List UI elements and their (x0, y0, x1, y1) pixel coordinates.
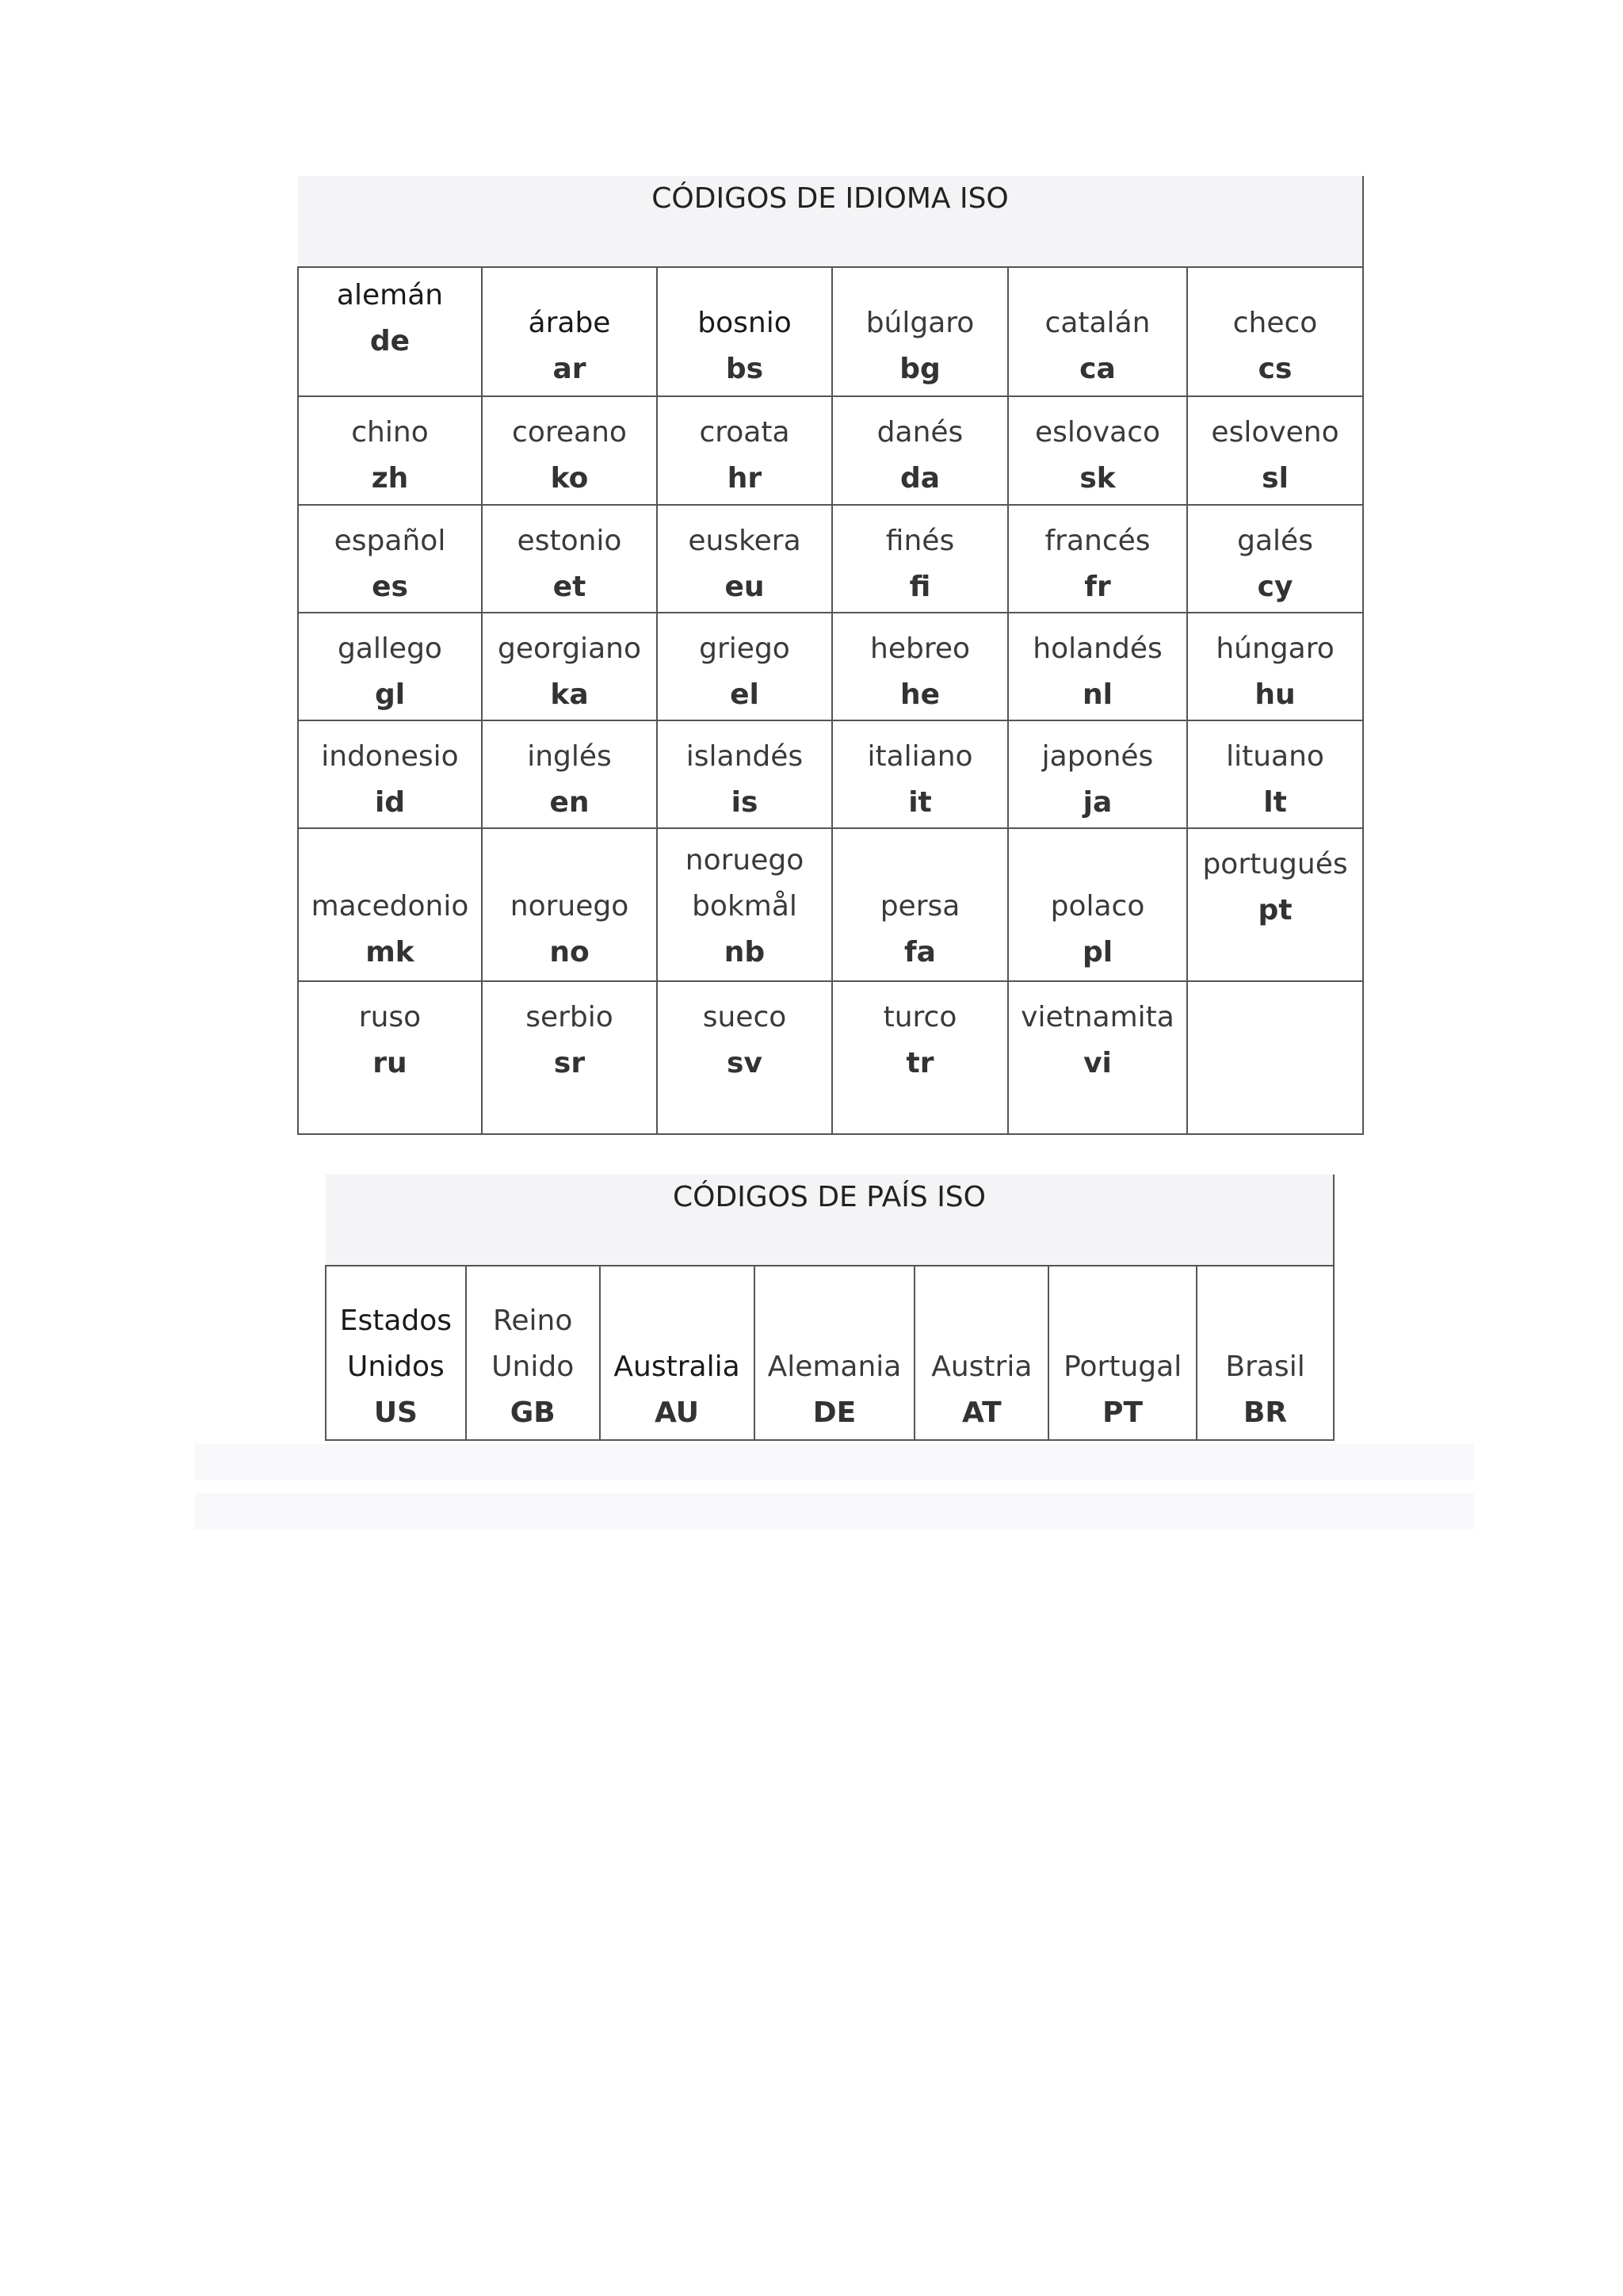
language-code: es (372, 571, 408, 603)
language-name: galés (1237, 525, 1313, 557)
table-cell (1008, 396, 1187, 505)
language-name: ruso (358, 1001, 422, 1033)
country-table-title: CÓDIGOS DE PAÍS ISO (326, 1175, 1334, 1266)
language-code: el (730, 678, 759, 711)
language-name: gallego (338, 632, 442, 665)
language-code: he (899, 678, 941, 711)
table-cell (600, 1266, 754, 1440)
language-code: nb (724, 936, 766, 968)
language-code: sr (553, 1047, 586, 1079)
language-name: italiano (867, 740, 973, 773)
table-cell (298, 267, 482, 396)
table-cell (1008, 613, 1187, 720)
empty-cell (1187, 981, 1363, 1134)
table-cell (1187, 720, 1363, 828)
language-name: español (334, 525, 446, 557)
table-cell (1187, 267, 1363, 396)
table-cell (482, 828, 657, 981)
country-name: Reino Unido (491, 1305, 575, 1383)
table-cell (1008, 720, 1187, 828)
table-cell (1187, 396, 1363, 505)
table-cell (657, 267, 832, 396)
table-cell (298, 505, 482, 613)
country-code: US (373, 1396, 418, 1429)
country-name: Australia (613, 1350, 740, 1383)
language-code: gl (374, 678, 406, 711)
language-name: japonés (1041, 740, 1154, 773)
language-name: macedonio (311, 890, 469, 923)
table-cell (832, 981, 1008, 1134)
language-code: bs (725, 353, 764, 385)
language-table-title: CÓDIGOS DE IDIOMA ISO (298, 176, 1363, 267)
language-name: noruego (510, 890, 629, 923)
table-cell (832, 267, 1008, 396)
language-name: árabe (528, 307, 611, 339)
table-cell (1008, 828, 1187, 981)
language-code: vi (1083, 1047, 1112, 1079)
language-name: húngaro (1216, 632, 1335, 665)
table-cell (657, 613, 832, 720)
table-cell (1187, 505, 1363, 613)
country-name: Austria (931, 1350, 1033, 1383)
table-cell (832, 613, 1008, 720)
language-code: it (908, 786, 932, 819)
language-name: persa (880, 890, 960, 923)
table-cell (1008, 267, 1187, 396)
language-code: hu (1254, 678, 1296, 711)
language-code: eu (724, 571, 765, 603)
language-name: bosnio (697, 307, 792, 339)
country-code: AT (962, 1396, 1002, 1429)
country-code: DE (812, 1396, 857, 1429)
table-cell (466, 1266, 600, 1440)
language-name: vietnamita (1021, 1001, 1174, 1033)
language-name: chino (351, 416, 429, 449)
table-cell (482, 396, 657, 505)
language-code: en (549, 786, 590, 819)
language-name: búlgaro (865, 307, 975, 339)
table-cell (482, 720, 657, 828)
language-name: francés (1044, 525, 1151, 557)
language-code: ko (550, 462, 589, 495)
country-code: GB (510, 1396, 556, 1429)
language-code: fi (909, 571, 931, 603)
language-name: alemán (336, 279, 444, 311)
language-code: ja (1083, 786, 1113, 819)
language-name: hebreo (870, 632, 970, 665)
table-cell (832, 396, 1008, 505)
language-name: sueco (702, 1001, 787, 1033)
language-name: estonio (517, 525, 622, 557)
table-cell (298, 981, 482, 1134)
language-code: id (374, 786, 406, 819)
faint-band (194, 1444, 1474, 1480)
language-name: croata (699, 416, 790, 449)
language-code: mk (365, 936, 414, 968)
table-cell (326, 1266, 466, 1440)
language-code: cs (1258, 353, 1293, 385)
language-code: tr (906, 1047, 934, 1079)
country-code: BR (1243, 1396, 1288, 1429)
language-name: polaco (1050, 890, 1145, 923)
table-cell (657, 828, 832, 981)
language-name: esloveno (1211, 416, 1339, 449)
language-code: fr (1084, 571, 1111, 603)
table-cell (1008, 981, 1187, 1134)
language-code: de (369, 325, 411, 357)
language-code: sv (727, 1047, 762, 1079)
language-name: georgiano (498, 632, 641, 665)
table-cell (1187, 613, 1363, 720)
table-cell (1187, 828, 1363, 981)
language-code: nl (1083, 678, 1113, 711)
language-code: et (552, 571, 586, 603)
table-cell (657, 981, 832, 1134)
language-name: lituano (1226, 740, 1324, 773)
country-name: Alemania (767, 1350, 902, 1383)
table-cell (1197, 1266, 1334, 1440)
table-cell (482, 981, 657, 1134)
language-name: holandés (1033, 632, 1163, 665)
country-name: Estados Unidos (339, 1305, 453, 1383)
language-code: lt (1263, 786, 1287, 819)
language-name: finés (885, 525, 955, 557)
table-cell (915, 1266, 1048, 1440)
language-code: ar (552, 353, 586, 385)
language-code: no (549, 936, 590, 968)
language-name: serbio (525, 1001, 613, 1033)
language-name: catalán (1044, 307, 1151, 339)
table-cell (298, 828, 482, 981)
language-name: indonesio (321, 740, 459, 773)
language-codes-table (297, 176, 1364, 1135)
language-code: ca (1079, 353, 1116, 385)
country-code: PT (1102, 1396, 1144, 1429)
language-name: danés (876, 416, 964, 449)
country-name: Portugal (1064, 1350, 1182, 1383)
language-name: noruego bokmål (685, 844, 804, 923)
language-name: eslovaco (1034, 416, 1161, 449)
table-cell (754, 1266, 915, 1440)
language-code: da (899, 462, 941, 495)
language-code: cy (1257, 571, 1293, 603)
table-cell (298, 720, 482, 828)
language-code: zh (371, 462, 409, 495)
language-name: islandés (685, 740, 804, 773)
language-name: euskera (688, 525, 801, 557)
table-cell (298, 396, 482, 505)
language-name: turco (883, 1001, 957, 1033)
table-cell (832, 505, 1008, 613)
language-code: ka (550, 678, 589, 711)
table-cell (482, 267, 657, 396)
table-cell (298, 613, 482, 720)
table-cell (482, 505, 657, 613)
country-codes-table (325, 1175, 1335, 1441)
table-cell (832, 720, 1008, 828)
language-code: fa (904, 936, 936, 968)
language-code: sk (1079, 462, 1116, 495)
language-code: bg (899, 353, 941, 385)
table-cell (657, 396, 832, 505)
language-code: pt (1258, 894, 1293, 926)
faint-band (194, 1493, 1474, 1530)
country-code: AU (655, 1396, 700, 1429)
language-name: inglés (527, 740, 612, 773)
table-cell (482, 613, 657, 720)
language-code: sl (1262, 462, 1289, 495)
table-cell (657, 505, 832, 613)
language-code: pl (1082, 936, 1113, 968)
language-name: portugués (1202, 848, 1348, 881)
language-code: is (731, 786, 758, 819)
language-name: griego (699, 632, 790, 665)
table-cell (657, 720, 832, 828)
language-name: coreano (512, 416, 627, 449)
language-code: ru (372, 1047, 407, 1079)
table-cell (1048, 1266, 1197, 1440)
language-code: hr (727, 462, 762, 495)
language-name: checo (1232, 307, 1318, 339)
table-cell (832, 828, 1008, 981)
table-cell (1008, 505, 1187, 613)
country-name: Brasil (1225, 1350, 1305, 1383)
